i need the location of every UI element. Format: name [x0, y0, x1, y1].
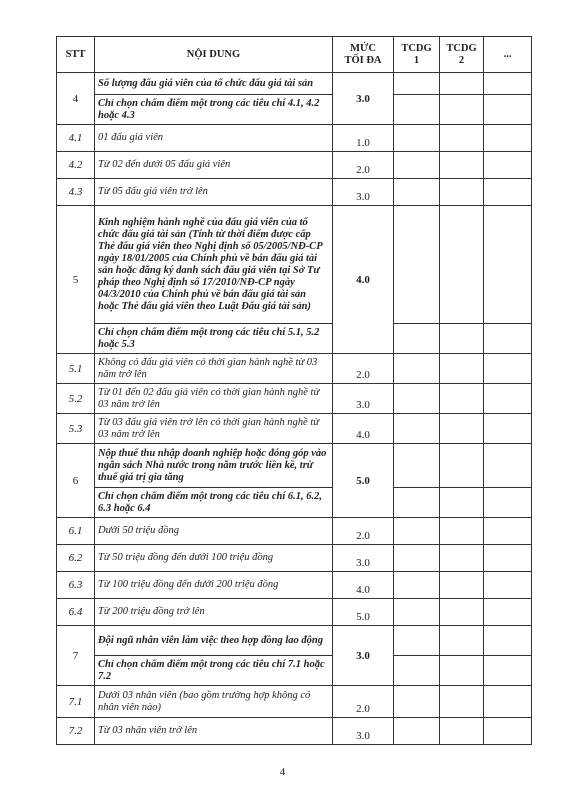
row-stt: 5.3: [57, 414, 95, 444]
score-cell[interactable]: [394, 152, 440, 179]
criteria-table: [56, 36, 532, 745]
max-score: 3.0: [333, 626, 394, 686]
table-row: [57, 414, 532, 444]
row-stt: 6.2: [57, 545, 95, 572]
row-stt: 7.2: [57, 718, 95, 745]
score-cell[interactable]: [394, 95, 440, 125]
score-cell[interactable]: [484, 152, 532, 179]
score-cell[interactable]: [440, 686, 484, 718]
criterion-text: Từ 02 đến dưới 05 đấu giá viên: [95, 152, 333, 179]
table-row: [57, 95, 532, 125]
score-cell[interactable]: [394, 384, 440, 414]
max-score: 1.0: [333, 125, 394, 152]
max-score: 3.0: [333, 179, 394, 206]
score-cell[interactable]: [394, 626, 440, 656]
header-noi-dung: NỘI DUNG: [95, 37, 333, 73]
score-cell[interactable]: [484, 718, 532, 745]
score-cell[interactable]: [484, 414, 532, 444]
score-cell[interactable]: [484, 384, 532, 414]
score-cell[interactable]: [484, 95, 532, 125]
row-stt: 4.2: [57, 152, 95, 179]
score-cell[interactable]: [484, 73, 532, 95]
table-row: [57, 545, 532, 572]
row-stt: 6: [57, 444, 95, 518]
score-cell[interactable]: [484, 599, 532, 626]
table-row: [57, 626, 532, 656]
max-score: 3.0: [333, 384, 394, 414]
page-number: 4: [279, 766, 286, 778]
max-score: 4.0: [333, 414, 394, 444]
score-cell[interactable]: [394, 73, 440, 95]
score-cell[interactable]: [484, 656, 532, 686]
row-stt: 4.1: [57, 125, 95, 152]
max-score: 3.0: [333, 73, 394, 125]
criterion-text: Từ 200 triệu đồng trở lên: [95, 599, 333, 626]
score-cell[interactable]: [394, 179, 440, 206]
max-score: 3.0: [333, 718, 394, 745]
table-row: [57, 384, 532, 414]
max-score: 2.0: [333, 686, 394, 718]
table-row: [57, 518, 532, 545]
criterion-text: 01 đấu giá viên: [95, 125, 333, 152]
score-cell[interactable]: [394, 718, 440, 745]
score-cell[interactable]: [484, 626, 532, 656]
criterion-title: Kinh nghiệm hành nghề của đấu giá viên của tổ chức đấu giá tài sản (Tính từ thời điểm được cấp Thẻ đấu giá viên theo Nghị định số 05/2005/NĐ-CP ngày 18/01/2005 của Chính phủ về bán đấu giá tài sản hoặc đăng ký danh sách đấu giá viên tại Sở Tư pháp theo Nghị định số 17/2010/NĐ-CP ngày 04/3/2010 của Chính phủ về bán đấu giá tài sản hoặc Thẻ đấu giá viên theo Luật Đấu giá tài sản): [95, 206, 333, 324]
max-score: 2.0: [333, 354, 394, 384]
criterion-text: Từ 05 đấu giá viên trở lên: [95, 179, 333, 206]
score-cell[interactable]: [440, 656, 484, 686]
score-cell[interactable]: [394, 488, 440, 518]
score-cell[interactable]: [484, 686, 532, 718]
table-row: [57, 125, 532, 152]
score-cell[interactable]: [440, 179, 484, 206]
score-cell[interactable]: [440, 444, 484, 488]
table-row: [57, 656, 532, 686]
table-row: [57, 686, 532, 718]
score-cell[interactable]: [440, 73, 484, 95]
score-cell[interactable]: [440, 718, 484, 745]
criterion-title: Nộp thuế thu nhập doanh nghiệp hoặc đóng góp vào ngân sách Nhà nước trong năm trước liền kề, trừ thuế giá trị gia tăng: [95, 444, 333, 488]
row-stt: 4: [57, 73, 95, 125]
row-stt: 4.3: [57, 179, 95, 206]
score-cell[interactable]: [484, 444, 532, 488]
score-cell[interactable]: [484, 572, 532, 599]
max-score: 3.0: [333, 545, 394, 572]
score-cell[interactable]: [394, 206, 440, 324]
score-cell[interactable]: [484, 125, 532, 152]
row-stt: 6.4: [57, 599, 95, 626]
row-stt: 6.1: [57, 518, 95, 545]
score-cell[interactable]: [394, 324, 440, 354]
score-cell[interactable]: [440, 206, 484, 324]
table-row: [57, 444, 532, 488]
table-row: [57, 488, 532, 518]
max-score: 4.0: [333, 572, 394, 599]
score-cell[interactable]: [484, 324, 532, 354]
score-cell[interactable]: [394, 599, 440, 626]
criterion-title: Số lượng đấu giá viên của tổ chức đấu giá tài sản: [95, 73, 333, 95]
table-row: [57, 599, 532, 626]
score-cell[interactable]: [484, 545, 532, 572]
criterion-text: Từ 01 đến 02 đấu giá viên có thời gian hành nghề từ 03 năm trở lên: [95, 384, 333, 414]
max-score: 5.0: [333, 599, 394, 626]
score-cell[interactable]: [440, 572, 484, 599]
header-stt: STT: [57, 37, 95, 73]
score-cell[interactable]: [440, 626, 484, 656]
criterion-text: Dưới 03 nhân viên (bao gồm trường hợp không có nhân viên nào): [95, 686, 333, 718]
row-stt: 7.1: [57, 686, 95, 718]
max-score: 5.0: [333, 444, 394, 518]
criterion-text: Từ 03 đấu giá viên trở lên có thời gian hành nghề từ 03 năm trở lên: [95, 414, 333, 444]
score-cell[interactable]: [394, 354, 440, 384]
score-cell[interactable]: [394, 125, 440, 152]
score-cell[interactable]: [394, 414, 440, 444]
row-stt: 6.3: [57, 572, 95, 599]
score-cell[interactable]: [394, 444, 440, 488]
table-row: [57, 354, 532, 384]
criterion-text: Từ 100 triệu đồng đến dưới 200 triệu đồng: [95, 572, 333, 599]
row-stt: 5: [57, 206, 95, 354]
score-cell[interactable]: [484, 518, 532, 545]
score-cell[interactable]: [440, 125, 484, 152]
score-cell[interactable]: [440, 95, 484, 125]
score-cell[interactable]: [440, 324, 484, 354]
criterion-note: Chỉ chọn chấm điểm một trong các tiêu chí 4.1, 4.2 hoặc 4.3: [95, 95, 333, 125]
row-stt: 5.2: [57, 384, 95, 414]
max-score: 2.0: [333, 152, 394, 179]
score-cell[interactable]: [394, 545, 440, 572]
score-cell[interactable]: [394, 572, 440, 599]
max-score: 4.0: [333, 206, 394, 354]
score-cell[interactable]: [440, 354, 484, 384]
header-tcdg-1: TCDG 1: [394, 37, 440, 73]
criterion-title: Đội ngũ nhân viên làm việc theo hợp đồng lao động: [95, 626, 333, 656]
table-row: [57, 206, 532, 324]
score-cell[interactable]: [484, 206, 532, 324]
score-cell[interactable]: [440, 518, 484, 545]
row-stt: 7: [57, 626, 95, 686]
max-score: 2.0: [333, 518, 394, 545]
criterion-note: Chỉ chọn chấm điểm một trong các tiêu chí 5.1, 5.2 hoặc 5.3: [95, 324, 333, 354]
score-cell[interactable]: [484, 179, 532, 206]
criterion-text: Không có đấu giá viên có thời gian hành nghề từ 03 năm trở lên: [95, 354, 333, 384]
header-muc-toi-da: MỨC TỐI ĐA: [333, 37, 394, 73]
table-row: [57, 324, 532, 354]
score-cell[interactable]: [394, 686, 440, 718]
table-header: [57, 37, 532, 73]
criterion-note: Chỉ chọn chấm điểm một trong các tiêu chí 6.1, 6.2, 6.3 hoặc 6.4: [95, 488, 333, 518]
criterion-text: Dưới 50 triệu đồng: [95, 518, 333, 545]
score-cell[interactable]: [484, 488, 532, 518]
table-row: [57, 572, 532, 599]
score-cell[interactable]: [394, 656, 440, 686]
header-tcdg-2: TCDG 2: [440, 37, 484, 73]
score-cell[interactable]: [440, 488, 484, 518]
score-cell[interactable]: [484, 354, 532, 384]
table-row: [57, 152, 532, 179]
score-cell[interactable]: [440, 384, 484, 414]
row-stt: 5.1: [57, 354, 95, 384]
criterion-note: Chỉ chọn chấm điểm một trong các tiêu chí 7.1 hoặc 7.2: [95, 656, 333, 686]
criterion-text: Từ 03 nhân viên trở lên: [95, 718, 333, 745]
score-cell[interactable]: [440, 599, 484, 626]
header-more: ...: [484, 37, 532, 73]
table-row: [57, 179, 532, 206]
score-cell[interactable]: [394, 518, 440, 545]
score-cell[interactable]: [440, 414, 484, 444]
table-row: [57, 73, 532, 95]
criterion-text: Từ 50 triệu đồng đến dưới 100 triệu đồng: [95, 545, 333, 572]
table-row: [57, 718, 532, 745]
score-cell[interactable]: [440, 545, 484, 572]
score-cell[interactable]: [440, 152, 484, 179]
